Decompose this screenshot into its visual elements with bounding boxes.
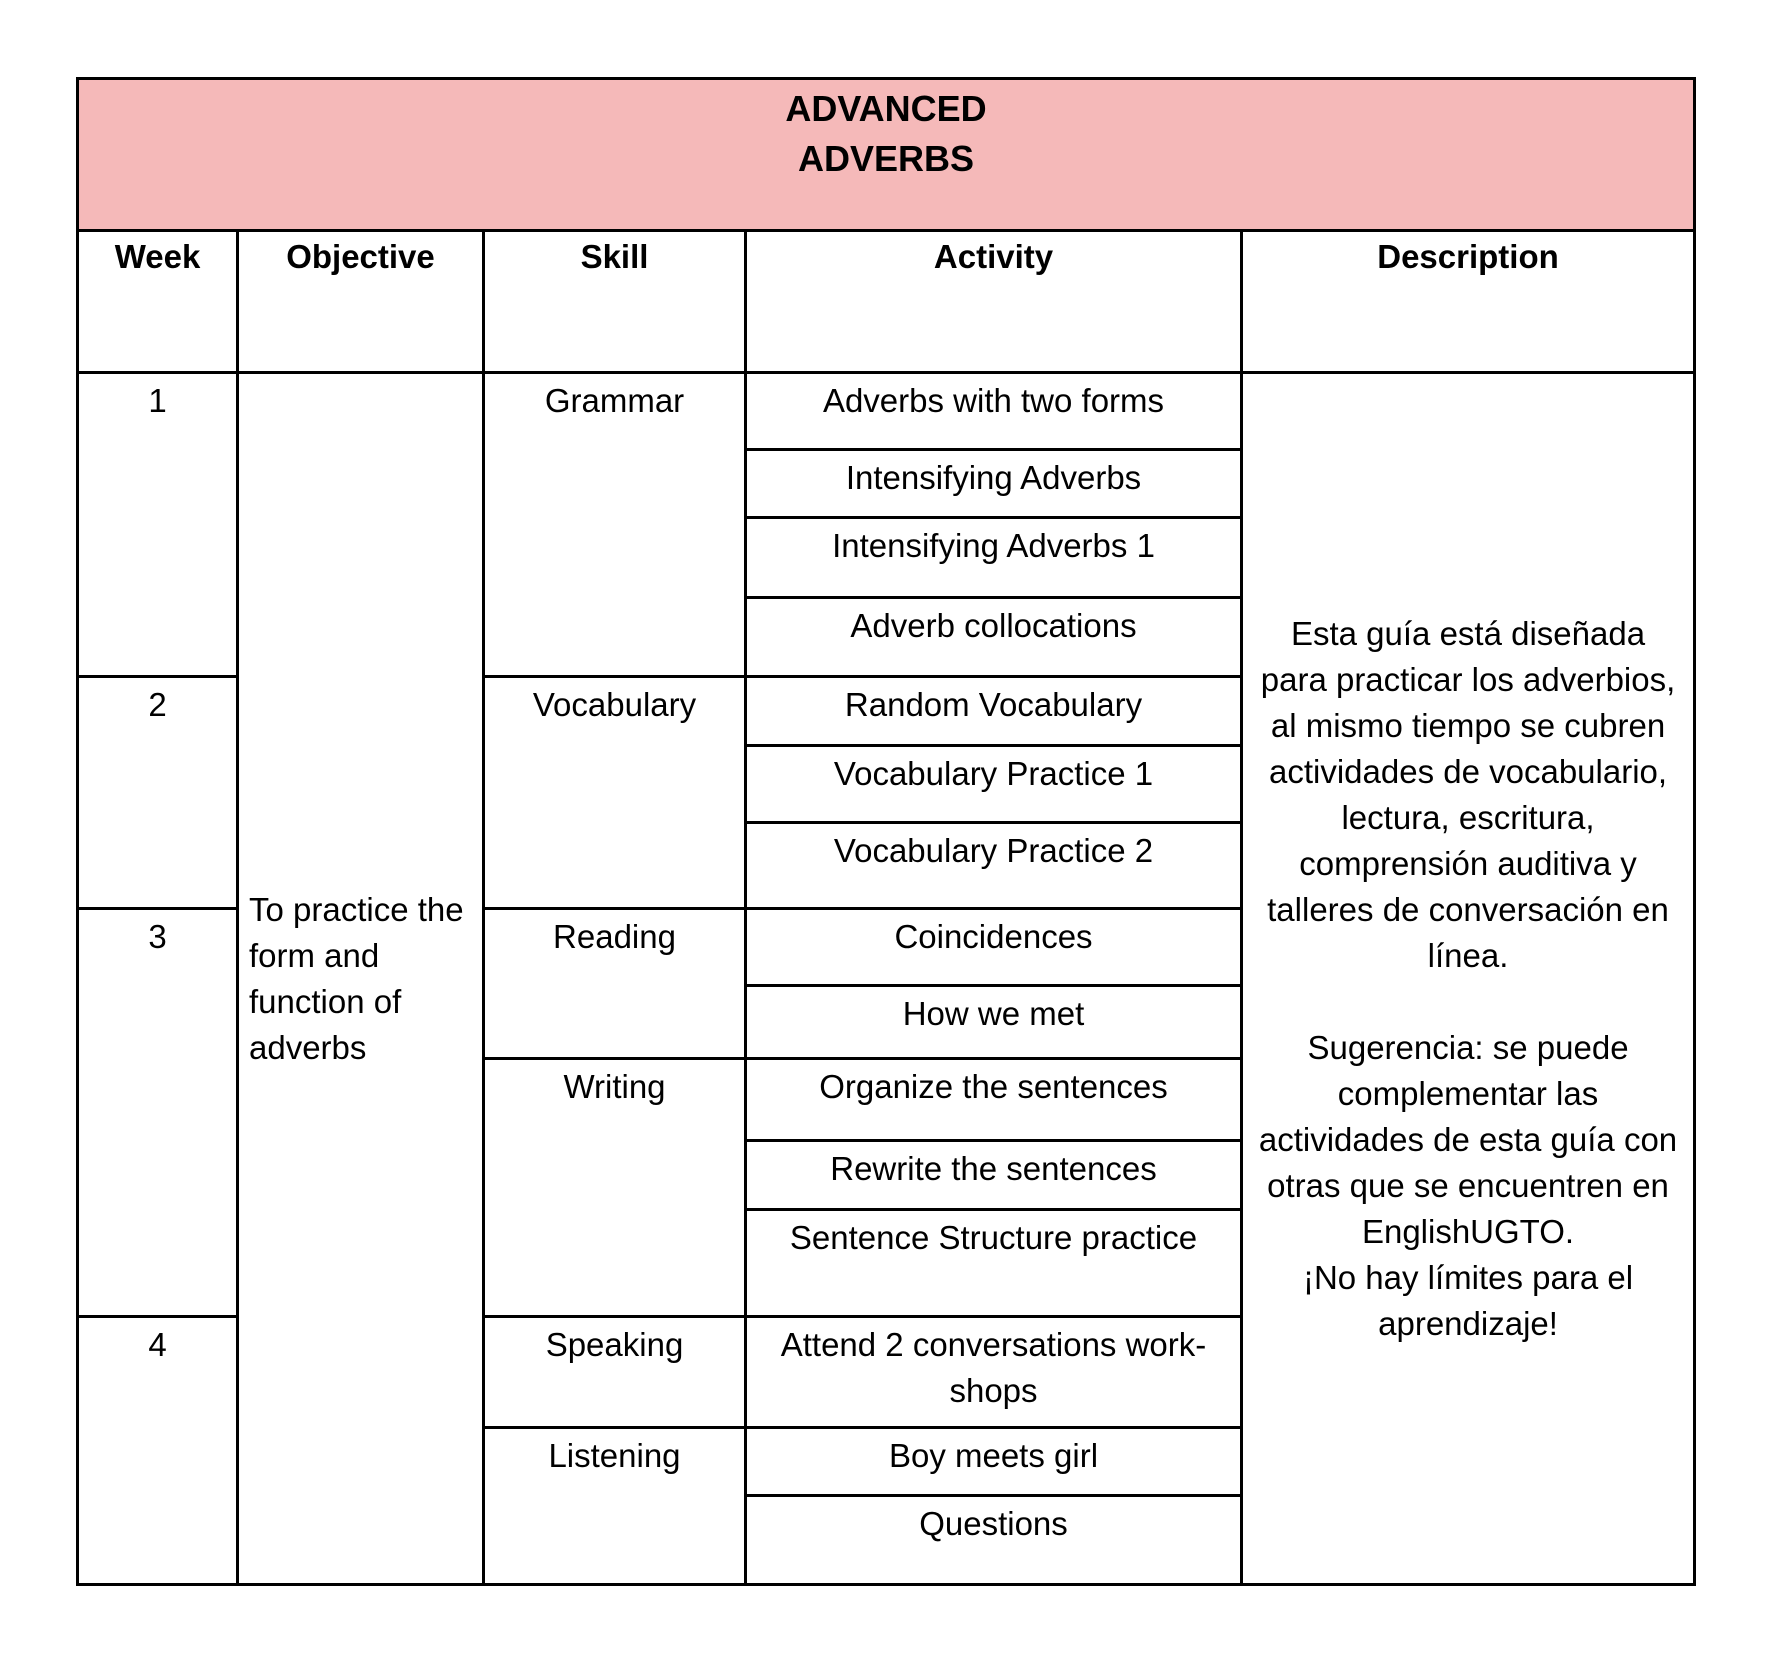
study-plan-table bbox=[76, 77, 1696, 1586]
header-description: Description bbox=[1242, 231, 1695, 373]
week-cell: 3 bbox=[78, 909, 238, 1317]
activity-cell: How we met bbox=[746, 986, 1242, 1059]
activity-cell: Vocabulary Practice 2 bbox=[746, 823, 1242, 909]
description-suggestion: Sugerencia: se puede complementar las actividades de esta guía con otras que se encuentren en EnglishUGTO. bbox=[1258, 1028, 1678, 1250]
description-spacer bbox=[1255, 979, 1681, 1025]
week-cell: 4 bbox=[78, 1317, 238, 1585]
activity-cell: Organize the sentences bbox=[746, 1059, 1242, 1141]
week-cell: 1 bbox=[78, 373, 238, 677]
skill-cell: Writing bbox=[484, 1059, 746, 1317]
skill-cell: Speaking bbox=[484, 1317, 746, 1428]
activity-cell: Adverb collocations bbox=[746, 598, 1242, 677]
activity-cell: Random Vocabulary bbox=[746, 677, 1242, 746]
activity-cell: Boy meets girl bbox=[746, 1428, 1242, 1496]
activity-cell: Vocabulary Practice 1 bbox=[746, 746, 1242, 823]
skill-cell: Grammar bbox=[484, 373, 746, 677]
description-motto: ¡No hay límites para el aprendizaje! bbox=[1302, 1258, 1634, 1342]
title-level: ADVANCED bbox=[785, 88, 987, 129]
activity-cell: Intensifying Adverbs 1 bbox=[746, 518, 1242, 598]
table-title bbox=[78, 79, 1695, 231]
activity-cell: Coincidences bbox=[746, 909, 1242, 986]
week-cell: 2 bbox=[78, 677, 238, 909]
header-objective: Objective bbox=[238, 231, 484, 373]
description-text: Esta guía está diseñada para practicar los adverbios, al mismo tiempo se cubren actividades de vocabulario, lectura, escritura, comprensión auditiva y talleres de conversación en línea. bbox=[1260, 614, 1676, 974]
skill-cell: Listening bbox=[484, 1428, 746, 1585]
activity-cell: Intensifying Adverbs bbox=[746, 450, 1242, 518]
description-cell bbox=[1242, 373, 1695, 1585]
header-skill: Skill bbox=[484, 231, 746, 373]
title-topic: ADVERBS bbox=[798, 138, 975, 179]
activity-cell: Sentence Structure practice bbox=[746, 1210, 1242, 1317]
activity-cell: Rewrite the sentences bbox=[746, 1141, 1242, 1210]
header-activity: Activity bbox=[746, 231, 1242, 373]
activity-cell: Attend 2 conversations work-shops bbox=[746, 1317, 1242, 1428]
activity-cell: Questions bbox=[746, 1496, 1242, 1585]
activity-cell: Adverbs with two forms bbox=[746, 373, 1242, 450]
skill-cell: Vocabulary bbox=[484, 677, 746, 909]
objective-cell: To practice the form and function of adverbs bbox=[238, 373, 484, 1585]
header-week: Week bbox=[78, 231, 238, 373]
skill-cell: Reading bbox=[484, 909, 746, 1059]
